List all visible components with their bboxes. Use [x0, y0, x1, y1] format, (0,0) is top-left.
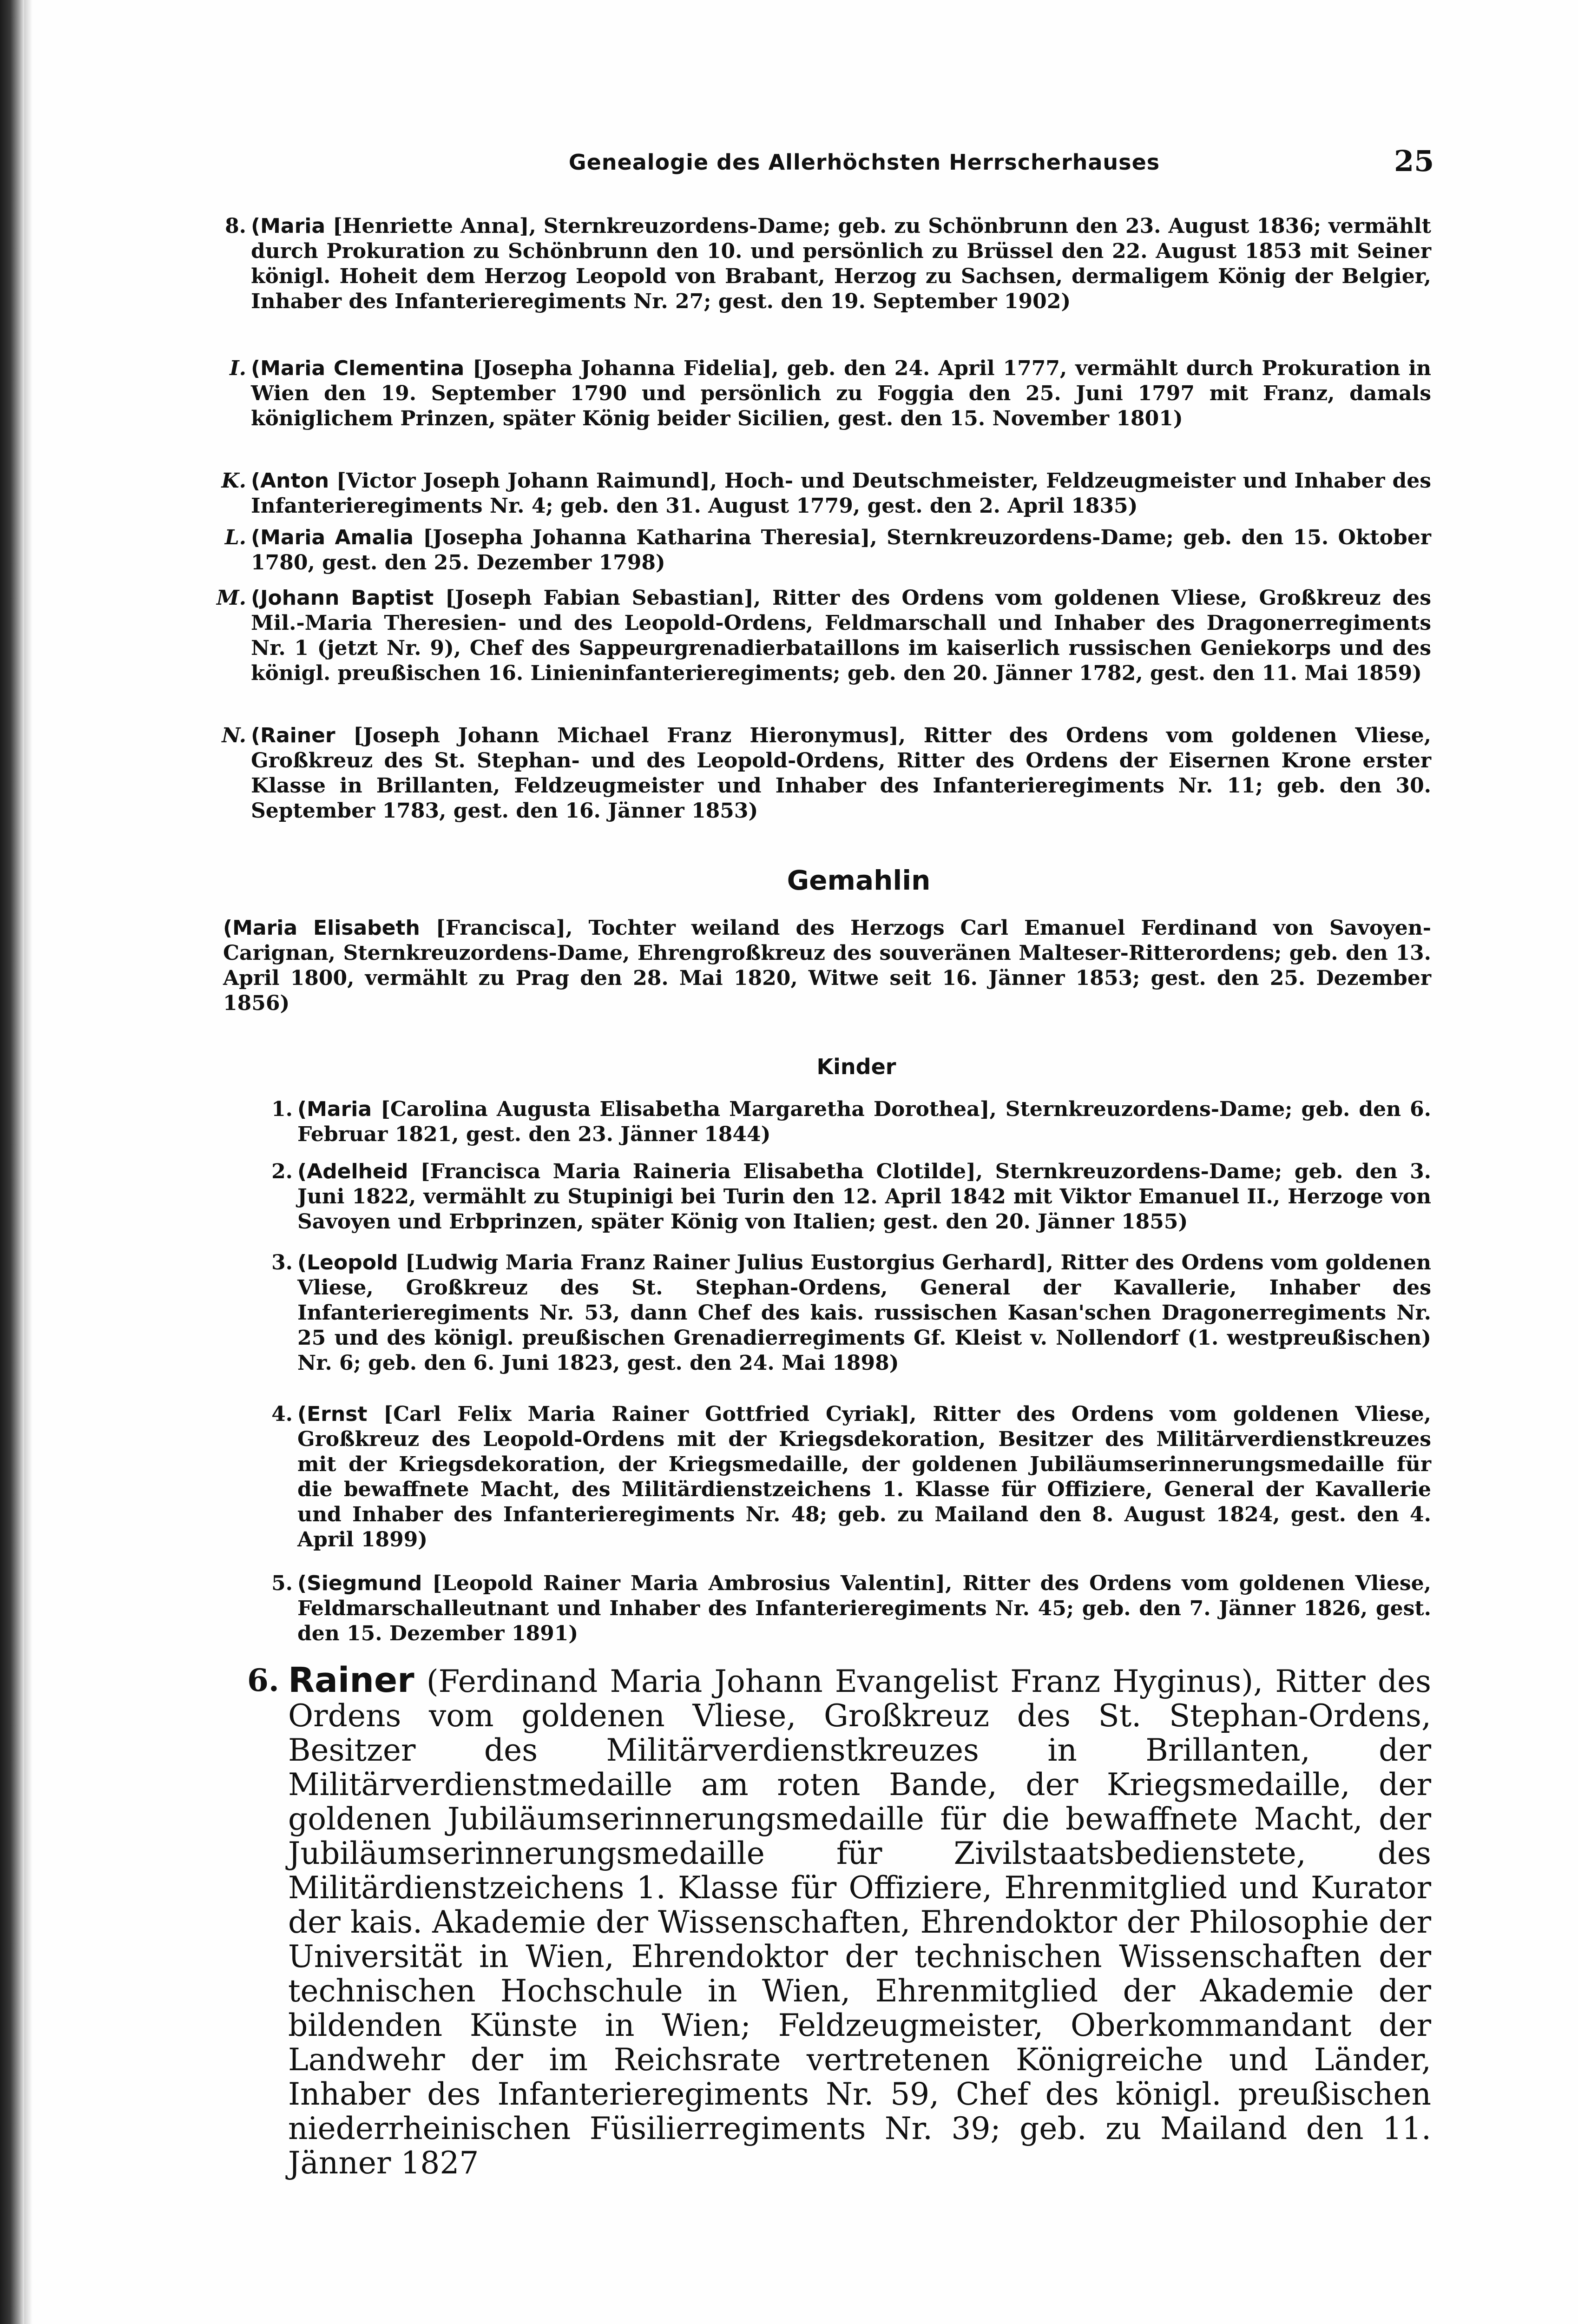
entry-label: 2. — [271, 1160, 293, 1183]
entry-label: 8. — [225, 214, 246, 238]
entry-label: 1. — [271, 1097, 293, 1121]
entry-name: (Maria Amalia — [251, 526, 414, 549]
child-entry-1 — [271, 1097, 1431, 1147]
entry-text: [Carl Felix Maria Rainer Gottfried Cyriak], Ritter des Ordens vom goldenen Vliese, Großkreuz des Leopold-Ordens mit der Kriegsdekoration, Besitzer des Militärverdienstkreuzes mit der Kriegsdekoration, der Kriegsmedaille, der goldenen Jubiläumserinnerungsmedaille für die bewaffnete Macht, des Militärdienstzeichens 1. Klasse für Offiziere, General der Kavallerie und Inhaber des Infanterieregiments Nr. 48; geb. zu Mailand den 8. August 1824, gest. den 4. April 1899) — [297, 1402, 1431, 1552]
entry-text: [Henriette Anna], Sternkreuzordens-Dame; geb. zu Schönbrunn den 23. August 1836; vermählt durch Prokuration zu Schönbrunn den 10. und persönlich zu Brüssel den 22. August 1853 mit Seiner königl. Hoheit dem Herzog Leopold von Brabant, Herzog zu Sachsen, dermaligem König der Belgier, Inhaber des Infanterieregiments Nr. 27; gest. den 19. September 1902) — [251, 214, 1431, 313]
entry-name: (Ernst — [297, 1402, 368, 1426]
entry-name: (Leopold — [297, 1251, 398, 1274]
child-entry-2 — [271, 1159, 1432, 1235]
entry-label: K. — [221, 469, 246, 493]
entry-text: [Josepha Johanna Katharina Theresia], Sternkreuzordens-Dame; geb. den 15. Oktober 1780, gest. den 25. Dezember 1798) — [251, 526, 1431, 574]
entry-label: 4. — [271, 1402, 293, 1426]
entry-text: (Ferdinand Maria Johann Evangelist Franz Hyginus), Ritter des Ordens vom goldenen Vliese, Großkreuz des St. Stephan-Ordens, Besitzer des Militärverdienstkreuzes in Brillanten, der Militärverdienstmedaille am roten Bande, der Kriegsmedaille, der goldenen Jubiläumserinnerungsmedaille für die bewaffnete Macht, der Jubiläumserinnerungsmedaille für Zivilstaatsbedienstete, des Militärdienstzeichens 1. Klasse für Offiziere, Ehrenmitglied und Kurator der kais. Akademie der Wissenschaften, Ehrendoktor der Philosophie der Universität in Wien, Ehrendoktor der technischen Wissenschaften der technischen Hochschule in Wien, Ehrenmitglied der Akademie der bildenden Künste in Wien; Feldzeugmeister, Oberkommandant der Landwehr der im Reichsrate vertretenen Königreiche und Länder, Inhaber des Infanterieregiments Nr. 59, Chef des königl. preußischen niederrheinischen Füsilierregiments Nr. 39; geb. zu Mailand den 11. Jänner 1827 — [288, 1664, 1431, 2181]
entry-M — [216, 586, 1431, 686]
entry-name: (Rainer — [251, 724, 335, 747]
entry-I — [230, 356, 1431, 431]
entry-L — [224, 525, 1431, 575]
child-entry-3 — [271, 1250, 1431, 1376]
spouse-name: (Maria Elisabeth — [223, 916, 420, 940]
entry-8 — [225, 214, 1431, 314]
child-entry-5 — [271, 1571, 1431, 1646]
entry-name: Rainer — [288, 1660, 414, 1700]
entry-text: [Josepha Johanna Fidelia], geb. den 24. April 1777, vermählt durch Prokuration in Wien den 19. September 1790 und persönlich zu Foggia den 25. Juni 1797 mit Franz, damals königlichem Prinzen, später König beider Sicilien, gest. den 15. November 1801) — [251, 357, 1431, 430]
entry-text: [Victor Joseph Johann Raimund], Hoch- und Deutschmeister, Feldzeugmeister und Inhaber des Infanterieregiments Nr. 4; geb. den 31. August 1779, gest. den 2. April 1835) — [251, 469, 1431, 518]
entry-name: (Maria — [251, 214, 326, 238]
entry-name: (Anton — [251, 469, 329, 493]
spouse-text: [Francisca], Tochter weiland des Herzogs Carl Emanuel Ferdinand von Savoyen-Carignan, Sternkreuzordens-Dame, Ehrengroßkreuz des souveränen Malteser-Ritterordens; geb. den 13. April 1800, vermählt zu Prag den 28. Mai 1820, Witwe seit 16. Jänner 1853; gest. den 25. Dezember 1856) — [223, 916, 1431, 1015]
entry-name: (Siegmund — [297, 1571, 422, 1595]
child-entry-4 — [271, 1402, 1431, 1552]
running-title: Genealogie des Allerhöchsten Herrscherhauses — [568, 150, 1160, 175]
entry-text: [Joseph Johann Michael Franz Hieronymus], Ritter des Ordens vom goldenen Vliese, Großkreuz des St. Stephan- und des Leopold-Ordens, Ritter des Ordens der Eisernen Krone erster Klasse in Brillanten, Feldzeugmeister und Inhaber des Infanterieregiments Nr. 11; geb. den 30. September 1783, gest. den 16. Jänner 1853) — [251, 724, 1431, 823]
entry-name: (Maria Clementina — [251, 357, 465, 380]
entry-text: [Ludwig Maria Franz Rainer Julius Eustorgius Gerhard], Ritter des Ordens vom goldenen Vliese, Großkreuz des St. Stephan-Ordens, General der Kavallerie, Inhaber des Infanterieregiments Nr. 53, dann Chef des kais. russischen Kasan'schen Dragonerregiments Nr. 25 und des königl. preußischen Grenadierregiments Gf. Kleist v. Nollendorf (1. westpreußischen) Nr. 6; geb. den 6. Juni 1823, gest. den 24. Mai 1898) — [297, 1251, 1431, 1375]
section-heading-gemahlin: Gemahlin — [787, 865, 931, 896]
entry-text: [Francisca Maria Raineria Elisabetha Clotilde], Sternkreuzordens-Dame; geb. den 3. Juni 1822, vermählt zu Stupinigi bei Turin den 12. April 1842 mit Viktor Emanuel II., Herzoge von Savoyen und Erbprinzen, später König von Italien; gest. den 20. Jänner 1855) — [297, 1160, 1432, 1234]
entry-text: [Leopold Rainer Maria Ambrosius Valentin], Ritter des Ordens vom goldenen Vliese, Feldmarschalleutnant und Inhaber des Infanterieregiments Nr. 45; geb. den 7. Jänner 1826, gest. den 15. Dezember 1891) — [297, 1571, 1431, 1645]
entry-text: [Carolina Augusta Elisabetha Margaretha Dorothea], Sternkreuzordens-Dame; geb. den 6. Februar 1821, gest. den 23. Jänner 1844) — [297, 1097, 1431, 1146]
entry-label: I. — [230, 357, 246, 380]
entry-label: 5. — [271, 1571, 293, 1595]
book-binding-shadow — [24, 0, 33, 2324]
entry-K — [221, 469, 1431, 519]
spouse-entry — [223, 916, 1431, 1016]
entry-label: N. — [222, 724, 246, 747]
entry-N — [222, 723, 1431, 824]
section-heading-kinder: Kinder — [816, 1054, 896, 1079]
entry-label: M. — [216, 586, 246, 610]
entry-text: [Joseph Fabian Sebastian], Ritter des Ordens vom goldenen Vliese, Großkreuz des Mil.-Maria Theresien- und des Leopold-Ordens, Feldmarschall und Inhaber des Dragonerregiments Nr. 1 (jetzt Nr. 9), Chef des Sappeurgrenadierbataillons im kaiserlich russischen Geniekorps und des königl. preußischen 16. Linieninfanterieregiments; geb. den 20. Jänner 1782, gest. den 11. Mai 1859) — [251, 586, 1431, 685]
page-number: 25 — [1394, 144, 1434, 178]
entry-label: L. — [224, 526, 246, 549]
entry-name: (Maria — [297, 1097, 372, 1121]
child-entry-6 — [247, 1660, 1431, 2181]
book-binding-edge — [0, 0, 24, 2324]
entry-name: (Adelheid — [297, 1160, 408, 1183]
entry-name: (Johann Baptist — [251, 586, 434, 610]
entry-label: 3. — [271, 1251, 293, 1274]
entry-label: 6. — [247, 1662, 279, 1698]
